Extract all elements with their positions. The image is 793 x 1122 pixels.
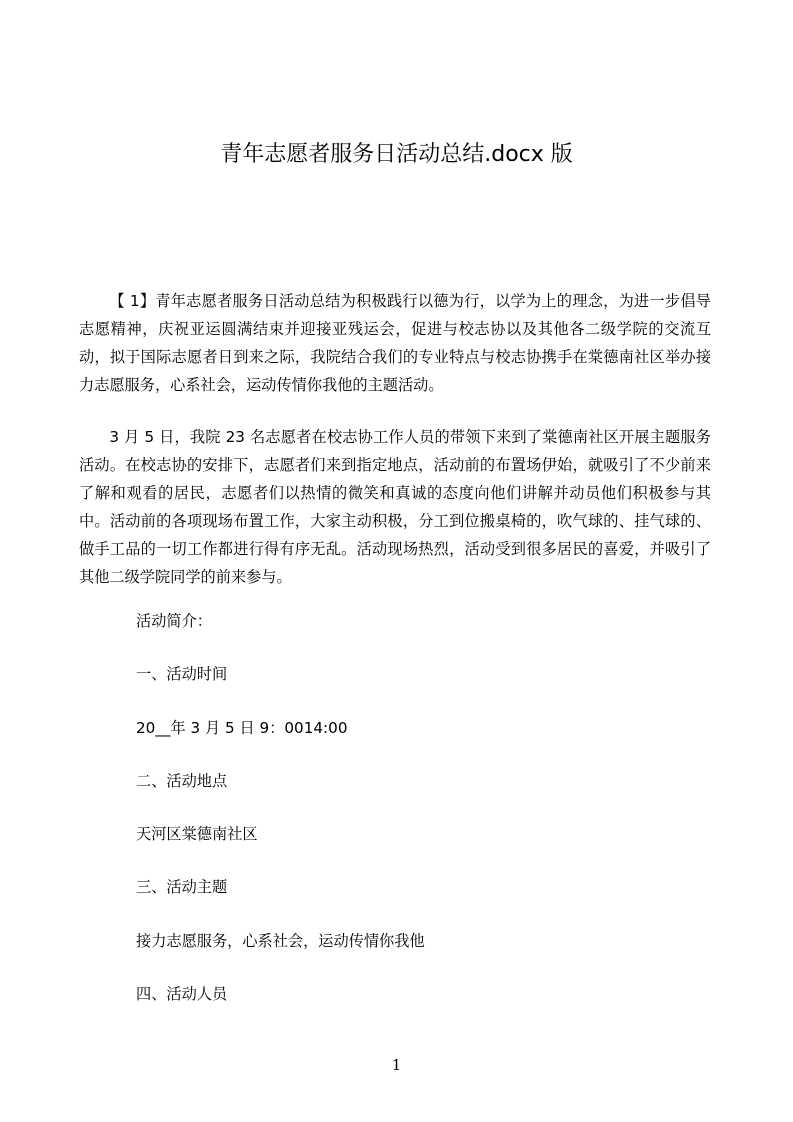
line-activity-intro: 活动简介： xyxy=(136,612,212,630)
document-title: 青年志愿者服务日活动总结.docx 版 xyxy=(220,142,573,167)
heading-activity-theme: 三、活动主题 xyxy=(136,878,228,896)
heading-activity-location: 二、活动地点 xyxy=(136,772,228,790)
text-activity-location: 天河区棠德南社区 xyxy=(136,825,258,843)
heading-activity-people: 四、活动人员 xyxy=(136,985,228,1003)
text-activity-theme: 接力志愿服务，心系社会，运动传情你我他 xyxy=(136,932,425,950)
text-activity-time: 20__年 3 月 5 日 9：0014:00 xyxy=(136,719,348,737)
page-number: 1 xyxy=(391,1056,402,1074)
heading-activity-time: 一、活动时间 xyxy=(136,665,228,683)
paragraph-intro: 【 1】青年志愿者服务日活动总结为积极践行以德为行，以学为上的理念，为进一步倡导志愿精神，庆祝亚运圆满结束并迎接亚残运会，促进与校志协以及其他各二级学院的交流互动，拟于国际志愿者日到来之际，我院结合我们的专业特点与校志协携手在棠德南社区举办接力志愿服务，心系社会，运动传情你我他的主题活动。 xyxy=(79,292,711,394)
paragraph-activity: 3 月 5 日，我院 23 名志愿者在校志协工作人员的带领下来到了棠德南社区开展主题服务活动。在校志协的安排下，志愿者们来到指定地点，活动前的布置场伊始，就吸引了不少前来了解和观看的居民，志愿者们以热情的微笑和真诚的态度向他们讲解并动员他们积极参与其中。活动前的各项现场布置工作，大家主动积极，分工到位搬桌椅的，吹气球的、挂气球的、做手工品的一切工作都进行得有序无乱。活动现场热烈，活动受到很多居民的喜爱，并吸引了其他二级学院同学的前来参与。 xyxy=(79,428,711,586)
